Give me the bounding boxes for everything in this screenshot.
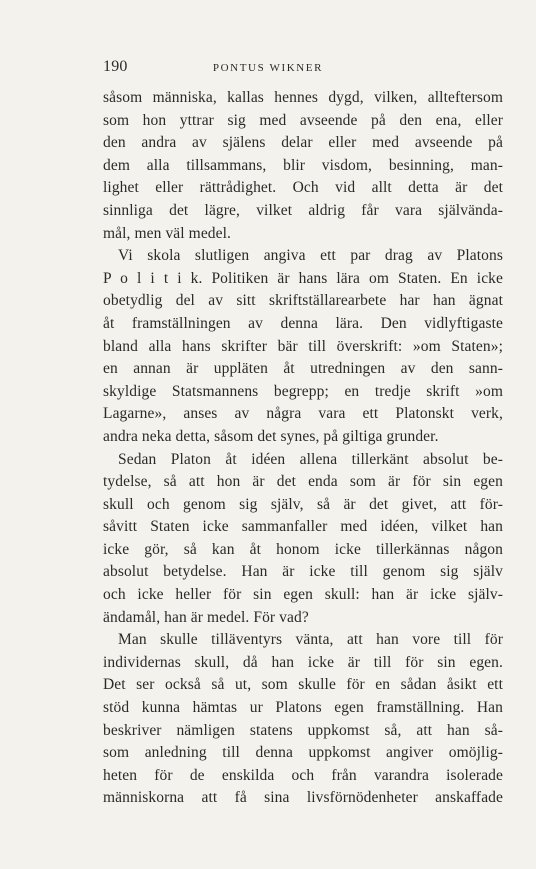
page-number: 190 <box>103 58 128 75</box>
text-line: och icke heller för sin egen skull: han är icke själv- <box>103 586 503 604</box>
text-line: en annan är uppläten åt utredningen av den sann- <box>103 360 503 378</box>
text-line: andra neka detta, såsom det synes, på giltiga grunder. <box>103 427 439 445</box>
text-line: som anledning till denna uppkomst angiver omöjlig- <box>103 744 503 762</box>
body-text <box>103 87 503 810</box>
text-line: lighet eller rättrådighet. Och vid allt detta är det <box>103 179 503 197</box>
text-line: bland alla hans skrifter bär till överskrift: »om Staten»; <box>103 337 503 355</box>
text-line: Sedan Platon åt idéen allena tillerkänt absolut be- <box>118 450 503 468</box>
text-line: den andra av själens delar eller med avseende på <box>103 134 503 152</box>
text-line: mål, men väl medel. <box>103 224 232 242</box>
text-line: Vi skola slutligen angiva ett par drag av Platons <box>118 247 503 265</box>
text-line: såvitt Staten icke sammanfaller med idéen, vilket han <box>103 518 503 536</box>
text-line: skull och genom sig själv, så är det givet, att för- <box>103 495 503 513</box>
text-line: som hon yttrar sig med avseende på den ena, eller <box>103 111 503 129</box>
text-line: skyldige Statsmannens begrepp; en tredje skrift »om <box>103 382 503 400</box>
text-line: sinnliga det lägre, vilket aldrig får vara självända- <box>103 201 503 219</box>
text-line: ändamål, han är medel. För vad? <box>103 608 309 626</box>
text-line: åt framställningen av denna lära. Den vidlyftigaste <box>103 314 503 332</box>
text-line: beskriver nämligen statens uppkomst så, att han så- <box>103 721 503 739</box>
text-line: individernas skull, då han icke är till för sin egen. <box>103 653 503 671</box>
text-line: stöd kunna hämtas ur Platons egen framställning. Han <box>103 699 503 717</box>
text-line: dem alla tillsammans, blir visdom, besinning, man- <box>103 156 503 174</box>
text-line: Lagarne», anses av några vara ett Platonskt verk, <box>103 405 503 423</box>
text-line: människorna att få sina livsförnödenheter anskaffade <box>103 789 503 807</box>
text-line: absolut betydelse. Han är icke till genom sig själv <box>103 563 503 581</box>
text-line: icke gör, så kan åt honom icke tillerkännas någon <box>103 540 503 558</box>
text-line: såsom människa, kallas hennes dygd, vilken, allteftersom <box>103 89 503 106</box>
text-line: tydelse, så att hon är det enda som är för sin egen <box>103 473 503 491</box>
text-line: heten för de enskilda och från varandra isolerade <box>103 766 503 784</box>
text-line: Man skulle tilläventyrs vänta, att han vore till för <box>118 631 503 649</box>
text-line: Det ser också så ut, som skulle för en sådan åsikt ett <box>103 676 503 694</box>
running-head: PONTUS WIKNER <box>212 62 324 74</box>
text-line: P o l i t i k. Politiken är hans lära om Staten. En icke <box>103 269 503 287</box>
text-line: obetydlig del av sitt skriftställarearbete har han ägnat <box>103 292 503 310</box>
